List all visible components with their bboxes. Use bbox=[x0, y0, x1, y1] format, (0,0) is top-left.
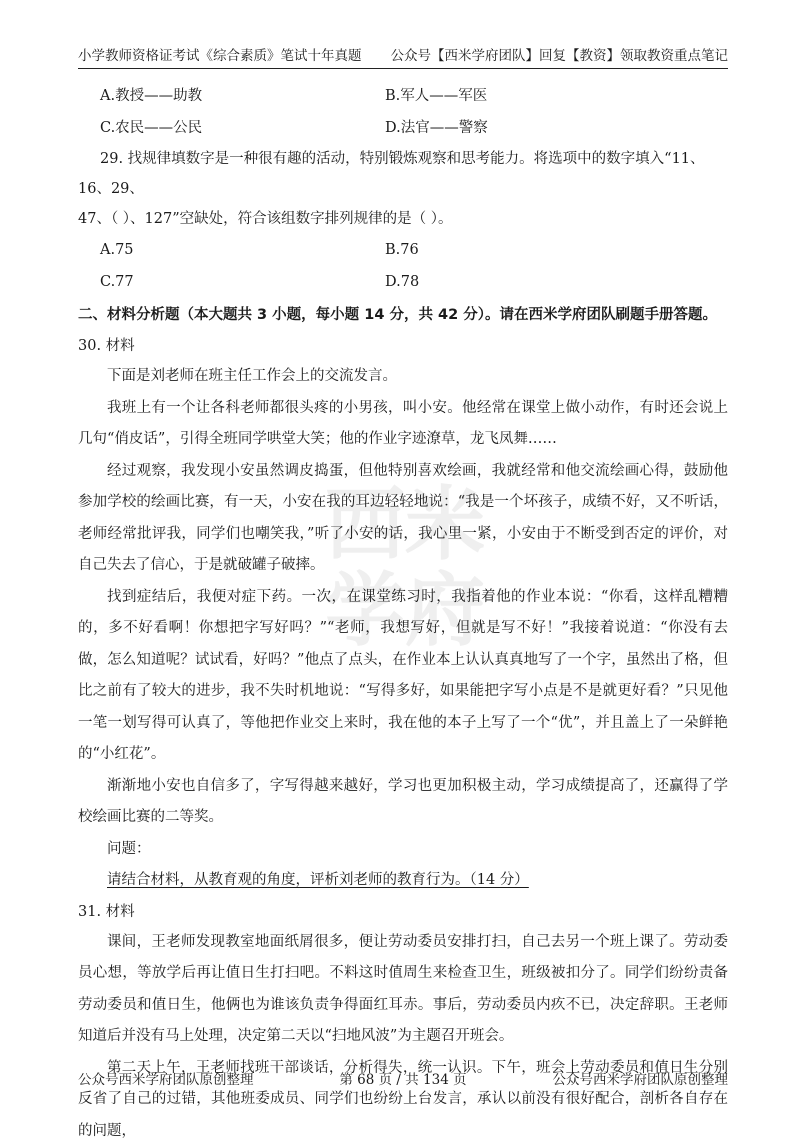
page-footer bbox=[78, 1068, 728, 1088]
q28-option-c: C.农民——公民 bbox=[100, 112, 202, 144]
watermark-line1: 西米 bbox=[325, 478, 485, 571]
q29-stem-line2: 47、（ ）、127”空缺处，符合该组数字排列规律的是（ ）。 bbox=[78, 204, 728, 234]
q30-label: 30. 材料 bbox=[78, 331, 728, 361]
q29-stem-line1: 29. 找规律填数字是一种很有趣的活动，特别锻炼观察和思考能力。将选项中的数字填入“11、16、29、 bbox=[78, 144, 728, 204]
footer-left-text: 公众号西米学府团队原创整理 bbox=[78, 1068, 254, 1088]
section-2-title: 二、材料分析题（本大题共 3 小题，每小题 14 分，共 42 分）。请在西米学府团队刷题手册答题。 bbox=[78, 300, 728, 330]
main-content bbox=[78, 80, 728, 1147]
q28-options-row-1 bbox=[78, 80, 728, 112]
q30-paragraph-1: 我班上有一个让各科老师都很头疼的小男孩，叫小安。他经常在课堂上做小动作，有时还会说上几句“俏皮话”，引得全班同学哄堂大笑；他的作业字迹潦草，龙飞凤舞…… bbox=[78, 393, 728, 456]
page-header bbox=[78, 44, 728, 66]
q28-options-row-2 bbox=[78, 112, 728, 144]
footer-right-text: 公众号西米学府团队原创整理 bbox=[553, 1068, 729, 1088]
q31-label: 31. 材料 bbox=[78, 897, 728, 927]
header-left-text: 小学教师资格证考试《综合素质》笔试十年真题 bbox=[78, 46, 362, 66]
q30-paragraph-4: 渐渐地小安也自信多了，字写得越来越好，学习也更加积极主动，学习成绩提高了，还赢得了学校绘画比赛的二等奖。 bbox=[78, 771, 728, 834]
q31-paragraph-2: 第二天上午，王老师找班干部谈话，分析得失，统一认识。下午，班会上劳动委员和值日生分别反省了自己的过错，其他班委成员、同学们也纷纷上台发言，承认以前没有很好配合，剖析各自存在的问题， bbox=[78, 1053, 728, 1147]
q30-question-label: 问题： bbox=[78, 834, 728, 866]
header-divider bbox=[78, 68, 728, 69]
q30-paragraph-2: 经过观察，我发现小安虽然调皮捣蛋，但他特别喜欢绘画，我就经常和他交流绘画心得，鼓励他参加学校的绘画比赛，有一天，小安在我的耳边轻轻地说：“我是一个坏孩子，成绩不好，又不听话，老师经常批评我，同学们也嘲笑我，”听了小安的话，我心里一紧，小安由于不断受到否定的评价，对自己失去了信心，于是就破罐子破摔。 bbox=[78, 456, 728, 582]
q29-option-a: A.75 bbox=[100, 234, 134, 266]
q30-paragraph-3: 找到症结后，我便对症下药。一次，在课堂练习时，我指着他的作业本说：“你看，这样乱糟糟的，多不好看啊！你想把字写好吗？”“老师，我想写好，但就是写不好！”我接着说道：“你没有去做，怎么知道呢？试试看，好吗？”他点了点头，在作业本上认认真真地写了一个字，虽然出了格，但比之前有了较大的进步，我不失时机地说：“写得多好，如果能把字写小点是不是就更好看？”只见他一笔一划写得可认真了，等他把作业交上来时，我在他的本子上写了一个“优”，并且盖上了一朵鲜艳的“小红花”。 bbox=[78, 582, 728, 771]
header-right-text: 公众号【西米学府团队】回复【教资】领取教资重点笔记 bbox=[391, 46, 729, 66]
q30-question bbox=[78, 865, 728, 897]
q31-paragraph-1: 课间，王老师发现教室地面纸屑很多，便让劳动委员安排打扫，自己去另一个班上课了。劳动委员心想，等放学后再让值日生打扫吧。不料这时值周生来检查卫生，班级被扣分了。同学们纷纷责备劳动委员和值日生，他俩也为谁该负责争得面红耳赤。事后，劳动委员内疚不已，决定辞职。王老师知道后并没有马上处理，决定第二天以“扫地风波”为主题召开班会。 bbox=[78, 927, 728, 1053]
q30-intro: 下面是刘老师在班主任工作会上的交流发言。 bbox=[78, 361, 728, 393]
q28-option-b: B.军人——军医 bbox=[385, 80, 487, 112]
q29-options-row-1 bbox=[78, 234, 728, 266]
q28-option-a: A.教授——助教 bbox=[100, 80, 202, 112]
q29-option-d: D.78 bbox=[385, 266, 419, 298]
watermark-line2: 学府 bbox=[325, 564, 485, 650]
q30-question-text: 请结合材料，从教育观的角度，评析刘老师的教育行为。（14 分） bbox=[107, 872, 529, 888]
q29-option-b: B.76 bbox=[385, 234, 419, 266]
q29-option-c: C.77 bbox=[100, 266, 134, 298]
page-number: 第 68 页 / 共 134 页 bbox=[339, 1068, 466, 1088]
q28-option-d: D.法官——警察 bbox=[385, 112, 488, 144]
q29-options-row-2 bbox=[78, 266, 728, 298]
